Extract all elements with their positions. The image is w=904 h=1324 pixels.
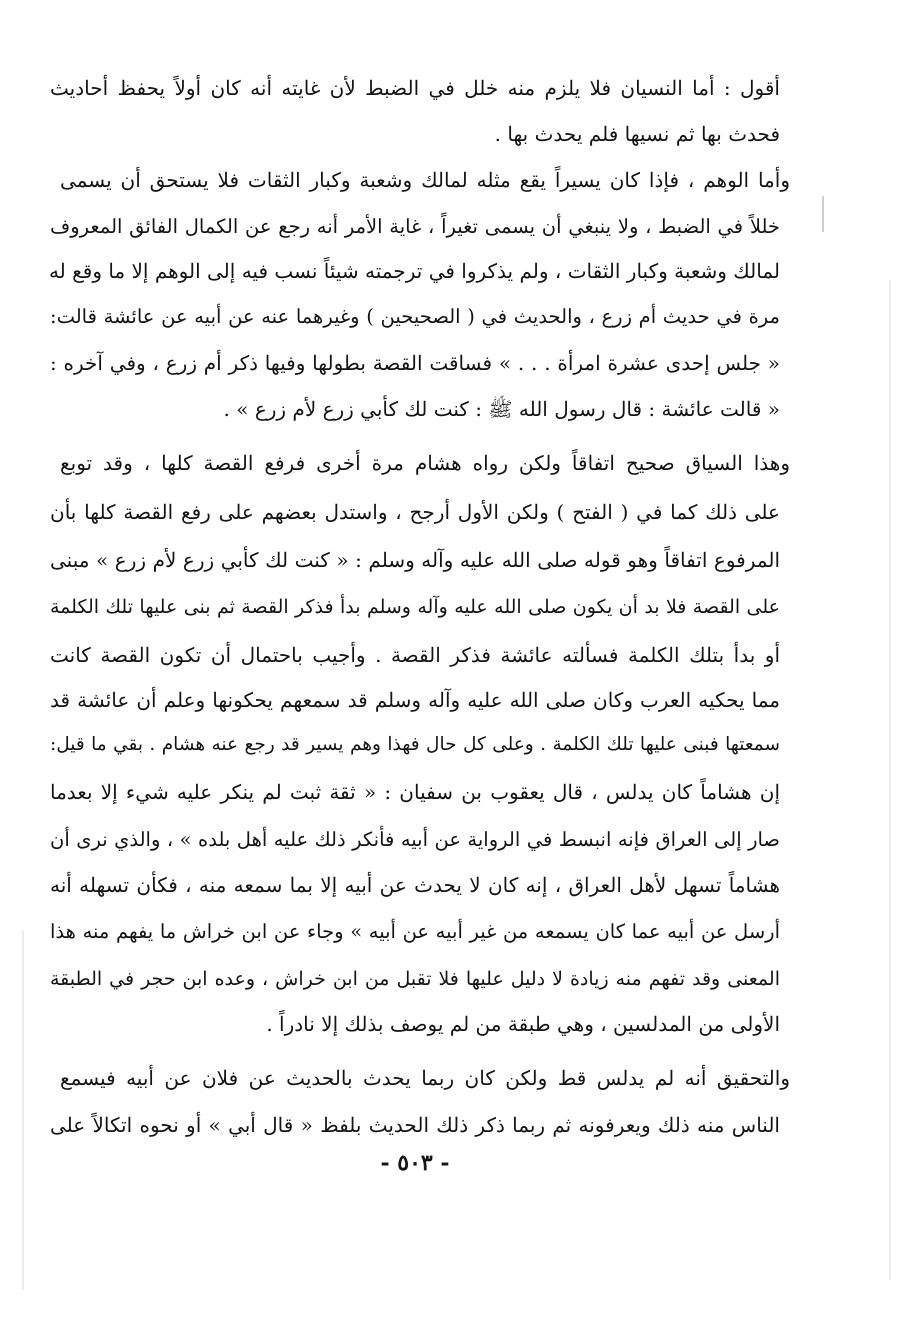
text-line: والتحقيق أنه لم يدلس قط ولكن كان ربما يحدث بالحديث عن فلان عن أبيه فيسمع <box>60 1066 790 1090</box>
text-line: أو بدأ بتلك الكلمة فسألته عائشة فذكر القصة . وأجيب باحتمال أن تكون القصة كانت <box>50 643 780 667</box>
text-line: على ذلك كما في ( الفتح ) ولكن الأول أرجح ، واستدل بعضهم على رفع القصة كلها بأن <box>50 500 780 524</box>
text-line: على القصة فلا بد أن يكون صلى الله عليه وآله وسلم بدأ فذكر القصة ثم بنى عليها تلك الكلمة <box>50 596 780 618</box>
margin-mark <box>822 196 824 232</box>
text-line: أرسل عن أبيه عما كان يسمعه من غير أبيه عن أبيه » وجاء عن ابن خراش ما يفهم منه هذا <box>50 920 780 943</box>
text-line: المعنى وقد تفهم منه زيادة لا دليل عليها فلا تقبل من ابن خراش ، وعده ابن حجر في الطبقة <box>50 968 780 990</box>
text-line: الناس منه ذلك ويعرفونه ثم ربما ذكر ذلك الحديث بلفظ « قال أبي » أو نحوه اتكالاً على <box>50 1113 780 1137</box>
margin-mark <box>889 280 891 1280</box>
text-line: سمعتها فبنى عليها تلك الكلمة . وعلى كل حال فهذا وهم يسير قد رجع عنه هشام . بقي ما قيل: <box>50 734 780 755</box>
text-line: خللاً في الضبط ، ولا ينبغي أن يسمى تغيراً ، غاية الأمر أنه رجع عن الكمال الفائق المعروف <box>50 215 780 238</box>
text-line: مرة في حديث أم زرع ، والحديث في ( الصحيحين ) وغيرهما عنه عن أبيه عن عائشة قالت: <box>50 305 780 328</box>
text-line: وأما الوهم ، فإذا كان يسيراً يقع مثله لمالك وشعبة وكبار الثقات فلا يستحق أن يسمى <box>60 168 790 192</box>
text-line: أقول : أما النسيان فلا يلزم منه خلل في الضبط لأن غايته أنه كان أولاً يحفظ أحاديث <box>50 76 780 100</box>
text-line: المرفوع اتفاقاً وهو قوله صلى الله عليه وآله وسلم : « كنت لك كأبي زرع لأم زرع » مبنى <box>50 548 780 572</box>
text-line: « جلس إحدى عشرة امرأة . . . » فساقت القصة بطولها وفيها ذكر أم زرع ، وفي آخره : <box>50 351 780 375</box>
body-text <box>48 0 790 1324</box>
text-line: صار إلى العراق فإنه انبسط في الرواية عن أبيه فأنكر ذلك عليه أهل بلده » ، والذي نرى أن <box>50 828 780 851</box>
text-line: فحدث بها ثم نسيها فلم يحدث بها . <box>494 122 780 146</box>
text-line: الأولى من المدلسين ، وهي طبقة من لم يوصف بذلك إلا نادراً . <box>266 1012 780 1036</box>
text-line: « قالت عائشة : قال رسول الله ﷺ : كنت لك كأبي زرع لأم زرع » . <box>223 397 780 421</box>
text-line: وهذا السياق صحيح اتفاقاً ولكن رواه هشام مرة أخرى فرفع القصة كلها ، وقد توبع <box>60 451 790 475</box>
page-number: - ٥٠٣ - <box>380 1150 450 1176</box>
text-line: إن هشاماً كان يدلس ، قال يعقوب بن سفيان : « ثقة ثبت لم ينكر عليه شيء إلا بعدما <box>50 780 780 804</box>
text-line: لمالك وشعبة وكبار الثقات ، ولم يذكروا في ترجمته شيئاً نسب فيه إلى الوهم إلا ما وقع له <box>48 259 780 283</box>
text-line: هشاماً تسهل لأهل العراق ، إنه كان لا يحدث عن أبيه إلا بما سمعه منه ، فكأن تسهله أنه <box>50 873 780 897</box>
margin-mark <box>22 930 24 1290</box>
text-line: مما يحكيه العرب وكان صلى الله عليه وآله وسلم قد سمعهم يحكونها وعلم أن عائشة قد <box>50 688 780 712</box>
